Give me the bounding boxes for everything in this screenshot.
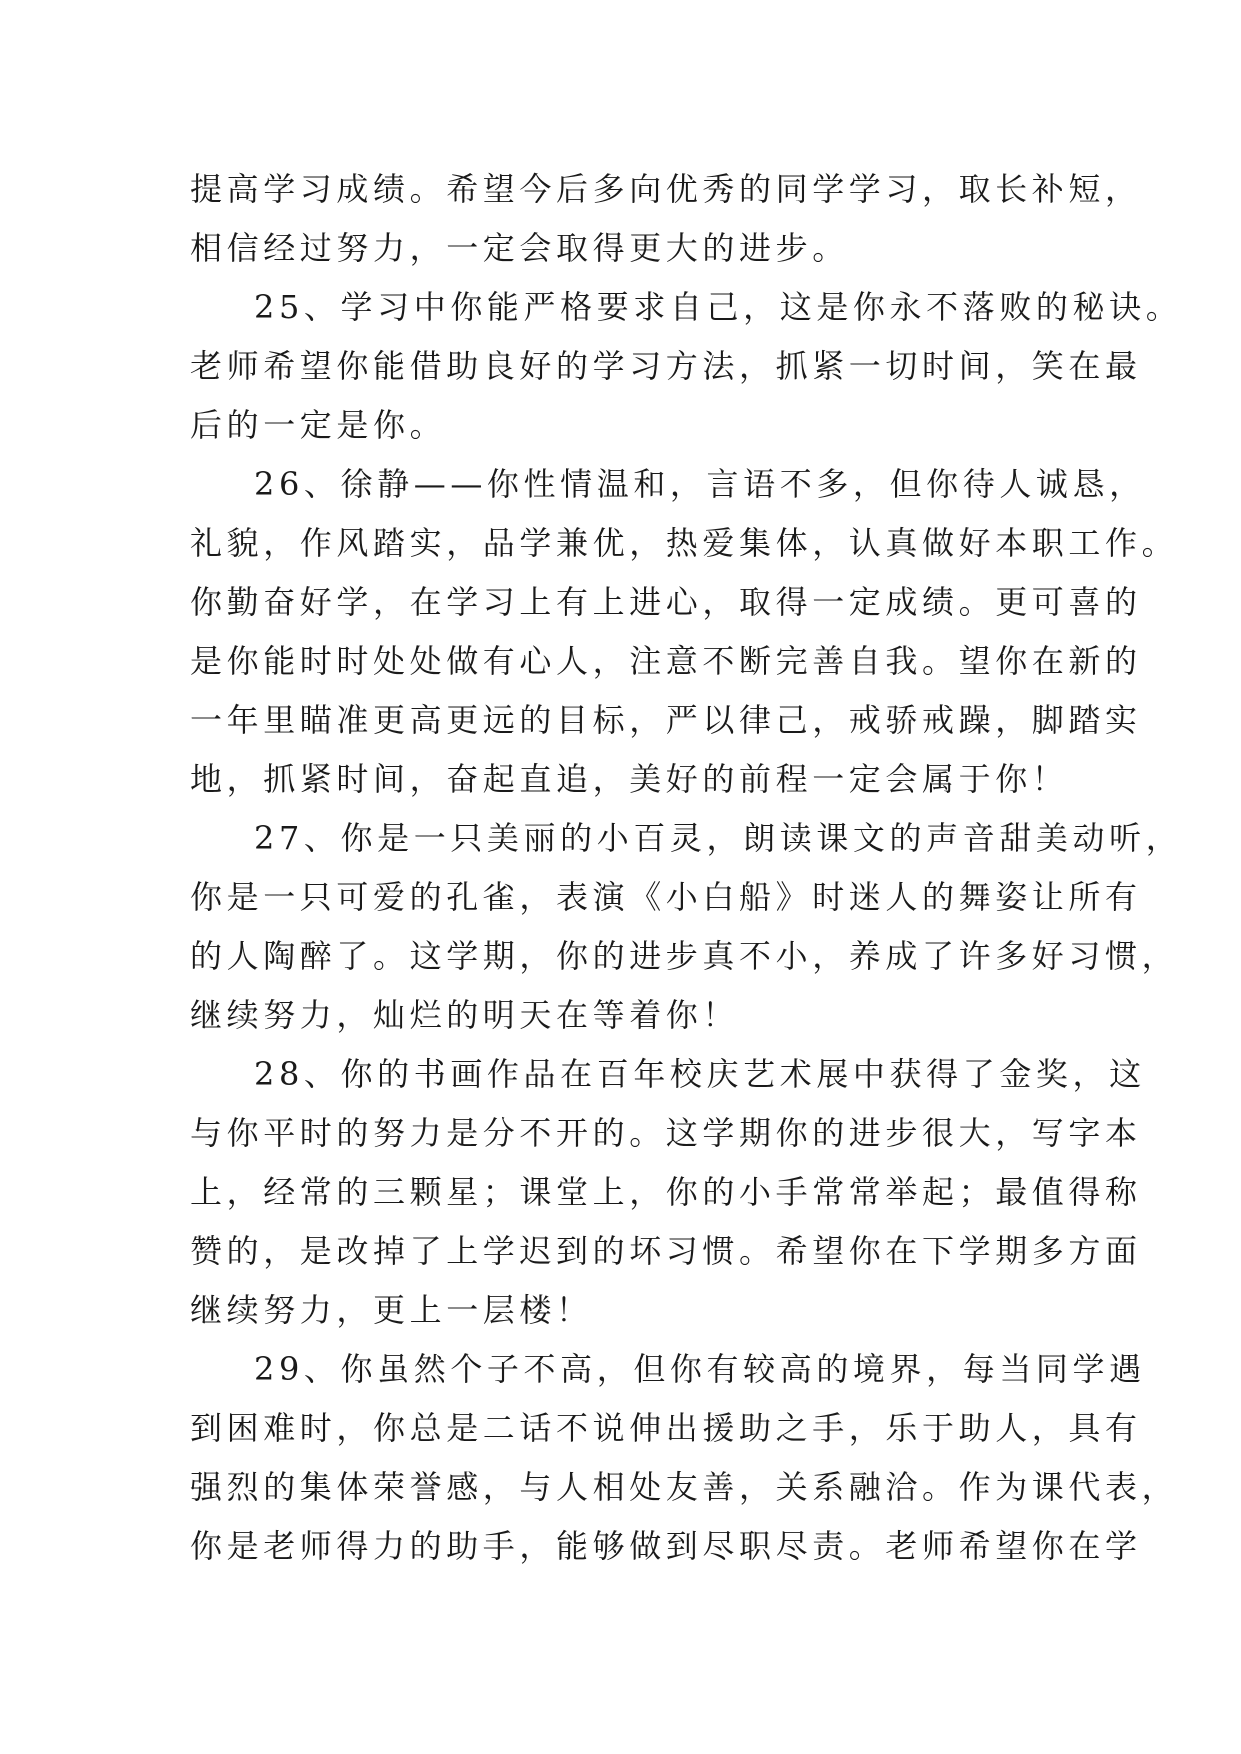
text-line: 老师希望你能借助良好的学习方法，抓紧一切时间，笑在最: [190, 347, 1142, 385]
paragraph-first-line: 26、徐静——你性情温和，言语不多，但你待人诚恳，: [254, 465, 1146, 503]
text-line: 与你平时的努力是分不开的。这学期你的进步很大，写字本: [190, 1114, 1142, 1152]
text-line: 提高学习成绩。希望今后多向优秀的同学学习，取长补短，: [190, 170, 1142, 208]
paragraph-first-line: 29、你虽然个子不高，但你有较高的境界，每当同学遇: [254, 1350, 1146, 1388]
text-line: 到困难时，你总是二话不说伸出援助之手，乐于助人，具有: [190, 1409, 1142, 1447]
text-line: 上，经常的三颗星；课堂上，你的小手常常举起；最值得称: [190, 1173, 1142, 1211]
text-line: 是你能时时处处做有心人，注意不断完善自我。望你在新的: [190, 642, 1142, 680]
body-text: [190, 160, 1183, 1576]
text-line: 你勤奋好学，在学习上有上进心，取得一定成绩。更可喜的: [190, 583, 1142, 621]
text-line: 礼貌，作风踏实，品学兼优，热爱集体，认真做好本职工作。: [190, 524, 1179, 562]
text-line: 赞的，是改掉了上学迟到的坏习惯。希望你在下学期多方面: [190, 1232, 1142, 1270]
text-line: 后的一定是你。: [190, 406, 447, 444]
text-line: 继续努力，更上一层楼！: [190, 1291, 593, 1329]
paragraph-first-line: 28、你的书画作品在百年校庆艺术展中获得了金奖，这: [254, 1055, 1146, 1093]
text-line: 你是一只可爱的孔雀，表演《小白船》时迷人的舞姿让所有: [190, 878, 1142, 916]
text-line: 继续努力，灿烂的明天在等着你！: [190, 996, 740, 1034]
text-line: 地，抓紧时间，奋起直追，美好的前程一定会属于你！: [190, 760, 1069, 798]
text-line: 一年里瞄准更高更远的目标，严以律己，戒骄戒躁，脚踏实: [190, 701, 1142, 739]
text-line: 强烈的集体荣誉感，与人相处友善，关系融洽。作为课代表，: [190, 1468, 1179, 1506]
paragraph-first-line: 25、学习中你能严格要求自己，这是你永不落败的秘诀。: [254, 288, 1183, 326]
text-line: 你是老师得力的助手，能够做到尽职尽责。老师希望你在学: [190, 1527, 1142, 1565]
text-line: 相信经过努力，一定会取得更大的进步。: [190, 229, 849, 267]
text-line: 的人陶醉了。这学期，你的进步真不小，养成了许多好习惯，: [190, 937, 1179, 975]
paragraph-first-line: 27、你是一只美丽的小百灵，朗读课文的声音甜美动听，: [254, 819, 1183, 857]
